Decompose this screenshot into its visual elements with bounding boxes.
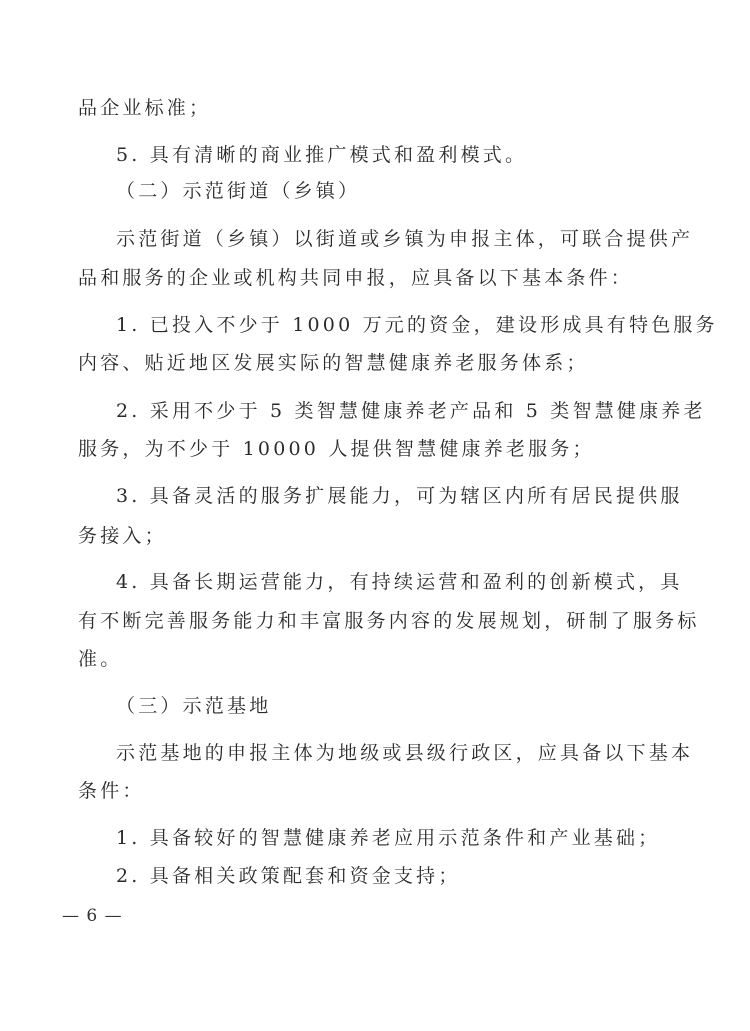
section-heading-3: （三）示范基地 (116, 695, 272, 717)
text-line-14: 准。 (78, 648, 123, 670)
text-line-6: 1. 已投入不少于 1000 万元的资金，建设形成具有特色服务 (116, 314, 718, 336)
text-line-8: 2. 采用不少于 5 类智慧健康养老产品和 5 类智慧健康养老 (116, 400, 706, 422)
text-line-13: 有不断完善服务能力和丰富服务内容的发展规划，研制了服务标 (78, 610, 700, 632)
text-line-9: 服务，为不少于 10000 人提供智慧健康养老服务； (78, 438, 595, 460)
text-line-18: 1. 具备较好的智慧健康养老应用示范条件和产业基础； (116, 827, 661, 849)
text-line-19: 2. 具备相关政策配套和资金支持； (116, 865, 461, 887)
text-line-16: 示范基地的申报主体为地级或县级行政区，应具备以下基本 (116, 742, 694, 764)
text-line-4: 示范街道（乡镇）以街道或乡镇为申报主体，可联合提供产 (116, 228, 694, 250)
text-line-12: 4. 具备长期运营能力，有持续运营和盈利的创新模式，具 (116, 571, 683, 593)
page-number: — 6 — (62, 906, 123, 926)
text-line-2: 5. 具有清晰的商业推广模式和盈利模式。 (116, 144, 528, 166)
text-line-17: 条件： (78, 780, 145, 802)
text-line-1: 品企业标准； (78, 97, 212, 119)
text-line-11: 务接入； (78, 525, 167, 547)
text-line-10: 3. 具备灵活的服务扩展能力，可为辖区内所有居民提供服 (116, 485, 683, 507)
section-heading-2: （二）示范街道（乡镇） (116, 180, 361, 202)
text-line-5: 品和服务的企业或机构共同申报，应具备以下基本条件： (78, 267, 634, 289)
text-line-7: 内容、贴近地区发展实际的智慧健康养老服务体系； (78, 352, 589, 374)
